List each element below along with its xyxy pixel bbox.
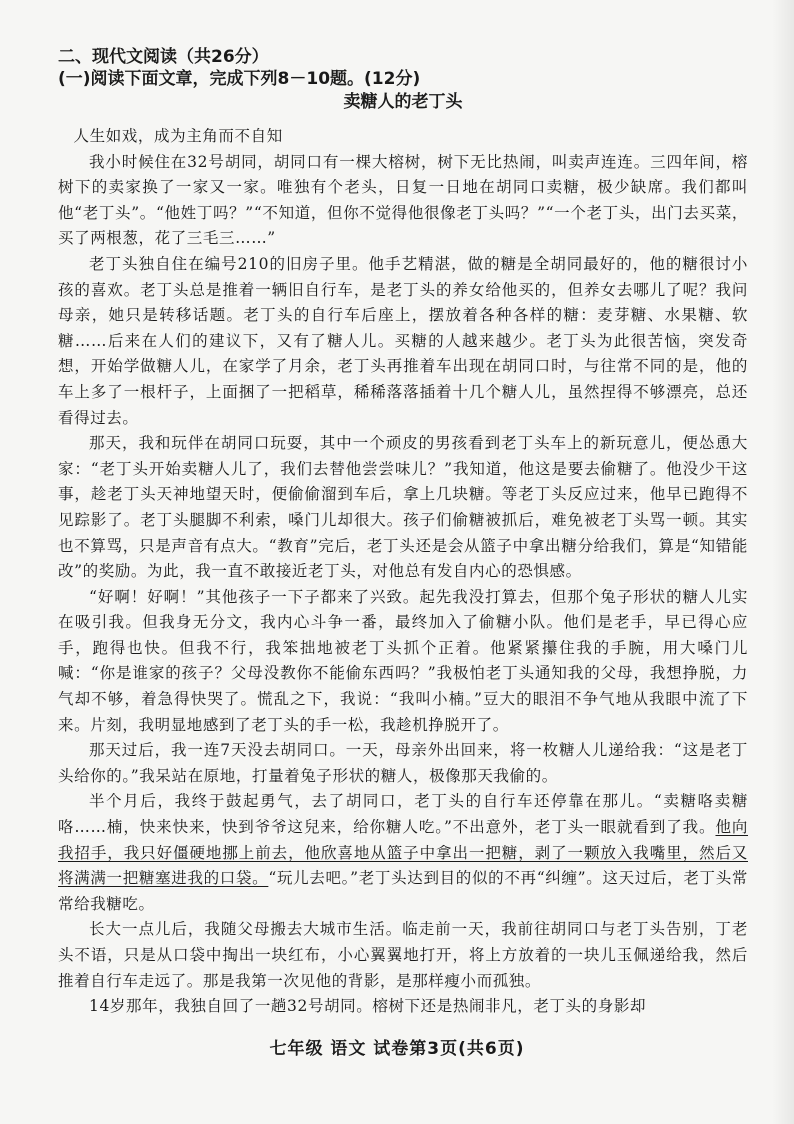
paragraph-2: 我小时候住在32号胡同，胡同口有一棵大榕树，树下无比热闹，叫卖声连连。三四年间，榕树下的卖家换了一家又一家。唯独有个老头，日复一日地在胡同口卖糖，极少缺席。我们都叫他“老丁头”。“他姓丁吗？”“不知道，但你不觉得他很像老丁头吗？”“一个老丁头，出门去买菜，买了两根葱，花了三毛三……”	[58, 152, 748, 248]
section-title: 二、现代文阅读（共26分）	[58, 47, 269, 67]
paragraph-7-text: 半个月后，我终于鼓起勇气，去了胡同口，老丁头的自行车还停靠在那儿。“卖糖咯卖糖咯……楠，快来快来，快到爷爷这兒来，给你糖人吃。”不出意外，老丁头一眼就看到了我。	[58, 792, 748, 837]
paragraph-6: 那天过后，我一连7天没去胡同口。一天，母亲外出回来，将一枚糖人儿递给我：“这是老丁头给你的。”我呆站在原地，打量着兔子形状的糖人，极像那天我偷的。	[58, 741, 748, 785]
underlined-sentence: 他向我招手，我只好僵硬地挪上前去，他欣喜地从篮子中拿出一把糖，剥了一颗放入我嘴里，然后又将满满一把糖塞进我的口袋。	[58, 818, 749, 888]
page-content	[58, 46, 748, 1020]
paragraph-8: 长大一点儿后，我随父母搬去大城市生活。临走前一天，我前往胡同口与老丁头告别，丁老头不语，只是从口袋中掏出一块红布，小心翼翼地打开，将上方放着的一块儿玉佩递给我，然后推着自行车走远了。那是我第一次见他的背影，是那样瘦小而孤独。	[58, 920, 748, 990]
paragraph-4: 那天，我和玩伴在胡同口玩耍，其中一个顽皮的男孩看到老丁头车上的新玩意儿，便怂恿大家：“老丁头开始卖糖人儿了，我们去替他尝尝味儿？”我知道，他这是要去偷糖了。他没少干这事，趁老丁头天神地望天时，便偷偷溜到车后，拿上几块糖。等老丁头反应过来，他早已跑得不见踪影了。老丁头腿脚不利索，嗓门儿却很大。孩子们偷糖被抓后，难免被老丁头骂一顿。其实也不算骂，只是声音有点大。“教育”完后，老丁头还是会从篮子中拿出糖分给我们，算是“知错能改”的奖励。为此，我一直不敢接近老丁头，对他总有发自内心的恐惧感。	[58, 434, 748, 581]
paragraph-7	[58, 789, 748, 917]
paragraph-1: 人生如戏，成为主角而不自知	[73, 127, 283, 145]
paragraph-7-end: “玩儿去吧。”老丁头达到目的似的不再“纠缠”。这天过后，老丁头常常给我糖吃。	[58, 869, 748, 913]
page-edge-shadow	[772, 0, 794, 1124]
page-footer: 七年级 语文 试卷第3页(共6页)	[269, 1039, 525, 1059]
paragraph-5: “好啊！好啊！”其他孩子一下子都来了兴致。起先我没打算去，但那个兔子形状的糖人儿实在吸引我。但我身无分文，我内心斗争一番，最终加入了偷糖小队。他们是老手，早已得心应手，跑得也快。但我不行，我笨拙地被老丁头抓个正着。他紧紧攥住我的手腕，用大嗓门儿喊：“你是谁家的孩子？父母没教你不能偷东西吗？”我极怕老丁头通知我的父母，我想挣脱，力气却不够，着急得快哭了。慌乱之下，我说：“我叫小楠。”豆大的眼泪不争气地从我眼中流了下来。片刻，我明显地感到了老丁头的手一松，我趁机挣脱开了。	[58, 587, 748, 734]
reading-instruction: (一)阅读下面文章，完成下列8－10题。(12分)	[58, 69, 421, 89]
paragraph-3: 老丁头独自住在编号210的旧房子里。他手艺精湛，做的糖是全胡同最好的，他的糖很讨小孩的喜欢。老丁头总是推着一辆旧自行车，是老丁头的养女给他买的，但养女去哪儿了呢？我问母亲，她只是转移话题。老丁头的自行车后座上，摆放着各种各样的糖：麦芽糖、水果糖、软糖……后来在人们的建议下，又有了糖人儿。买糖的人越来越少。老丁头为此很苦恼，突发奇想，开始学做糖人儿，在家学了月余，老丁头再推着车出现在胡同口时，与往常不同的是，他的车上多了一根杆子，上面捆了一把稻草，稀稀落落插着十几个糖人儿，虽然捏得不够漂亮，总还看得过去。	[58, 254, 748, 427]
paragraph-9: 14岁那年，我独自回了一趟32号胡同。榕树下还是热闹非凡，老丁头的身影却	[89, 997, 647, 1016]
article-title: 卖糖人的老丁头	[343, 92, 463, 112]
